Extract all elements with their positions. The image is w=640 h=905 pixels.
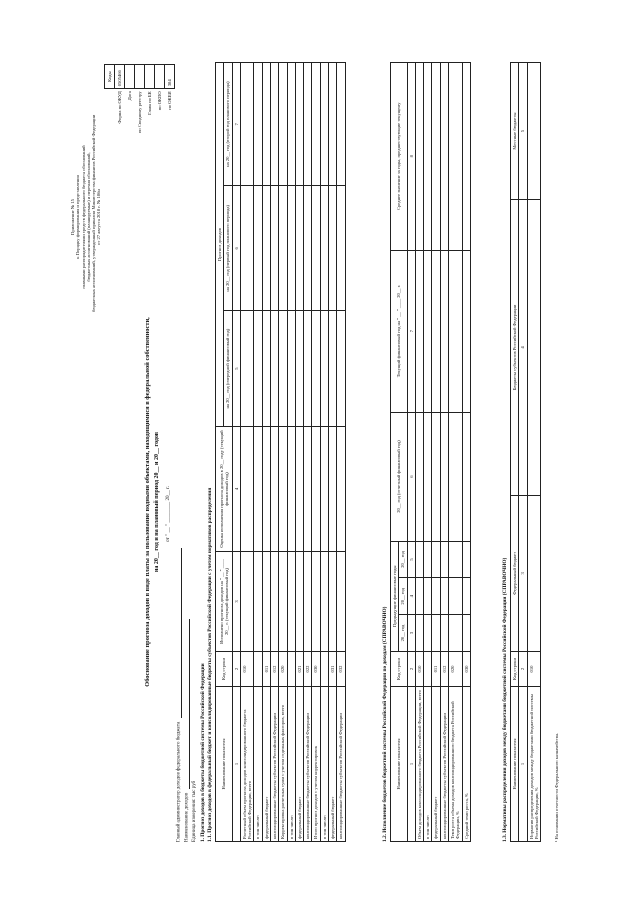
table-row <box>337 63 345 842</box>
code-label: Форма по ОКУД <box>116 91 122 124</box>
appendix-line: к Порядку формирования и представления <box>75 175 81 259</box>
col-header-current-year: Текущий финансовый год на " __ " ____ 20__ г. <box>391 250 408 412</box>
col-number: 4 <box>232 427 240 552</box>
col-header-code: Код строки <box>216 652 233 687</box>
col-number: 2 <box>407 652 415 687</box>
table-row <box>527 63 541 842</box>
col-header-prev-year-1: 20__ год <box>399 615 407 652</box>
code-label: Глава по БК <box>146 91 152 115</box>
col-number: 2 <box>519 652 527 687</box>
row-code <box>254 652 262 687</box>
appendix-note <box>70 114 102 312</box>
row-code: 031 <box>328 652 336 687</box>
col-header-code: Код строки <box>511 652 519 687</box>
col-header-subjects: Бюджеты субъектов Российской Федерации <box>511 200 519 496</box>
table-row <box>240 63 254 842</box>
row-name: в том числе: <box>254 687 262 842</box>
document-subtitle: на 20__ год и на плановый период 20__ и 20__ годов <box>154 431 160 573</box>
row-code: 010 <box>240 652 254 687</box>
appendix-line: Приложение № 15 <box>70 199 75 235</box>
col-header-name: Наименование показателя <box>216 687 233 842</box>
distribution-norms-table <box>510 62 541 842</box>
col-header-year-2: на 20__ год (первый год планового периода) <box>224 186 232 311</box>
col-number: 2 <box>232 652 240 687</box>
col-number: 7 <box>407 250 415 412</box>
row-code: 012 <box>270 652 278 687</box>
row-code: 011 <box>262 652 270 687</box>
row-name: Темп роста объема доходов консолидированного бюджета Российской Федерации, % <box>448 687 462 842</box>
col-header-name: Наименование показателя <box>511 687 519 842</box>
code-label: по ОКПО <box>156 91 162 111</box>
row-name: консолидированные бюджеты субъектов Российской Федерации <box>337 687 345 842</box>
document-title: Обоснование прогноза доходов в виде платы за пользование водными объектами, находящимися в федеральной собственности, <box>144 317 151 687</box>
col-header-prev-year-2: 20__ год <box>399 578 407 615</box>
section-1-2-heading: 1.2. Исполнение бюджетов бюджетной системы Российской Федерации по доходам (СПРАВОЧНО) <box>382 606 388 842</box>
table-row <box>262 63 270 842</box>
col-header-local: Местные бюджеты <box>511 63 519 200</box>
row-name: консолидированные бюджеты субъектов Российской Федерации <box>304 687 312 842</box>
table-row <box>424 63 432 842</box>
table-row <box>462 63 470 842</box>
table-row <box>279 63 287 842</box>
row-name: Итого прогноз доходов с учетом корректировок <box>312 687 320 842</box>
row-name: Корректировка расчетных сумм с учетом отдельных факторов, всего <box>279 687 287 842</box>
col-number: 6 <box>232 186 240 311</box>
row-code: 010 <box>527 652 541 687</box>
row-name: консолидированные бюджеты субъектов Российской Федерации <box>440 687 448 842</box>
table-row <box>304 63 312 842</box>
col-number: 3 <box>407 615 415 652</box>
code-value <box>145 65 155 89</box>
row-code: 012 <box>440 652 448 687</box>
table-row <box>270 63 278 842</box>
col-number: 8 <box>407 63 415 251</box>
row-code: 022 <box>304 652 312 687</box>
table-row <box>448 63 462 842</box>
row-code: 020 <box>279 652 287 687</box>
codes-table <box>104 64 175 142</box>
col-number: 3 <box>519 495 527 651</box>
row-name: в том числе: <box>424 687 432 842</box>
code-label: по ОКЕИ <box>166 91 172 110</box>
row-code: 021 <box>295 652 303 687</box>
row-name: федеральный бюджет <box>328 687 336 842</box>
row-name: федеральный бюджет <box>432 687 440 842</box>
table-row <box>415 63 423 842</box>
col-header-average: Среднее значение за годы, предшествующие текущему <box>391 63 408 251</box>
execution-table <box>390 62 471 842</box>
col-header-forecast: Прогноз доходов <box>216 63 224 427</box>
col-header-year-3: на 20__ год (второй год планового периода) <box>224 63 232 186</box>
section-1-3-heading: 1.3. Нормативы распределения доходов между бюджетами бюджетной системы Российской Федерации (СПРАВОЧНО) <box>502 557 508 842</box>
row-name: в том числе: <box>320 687 328 842</box>
table-row <box>320 63 328 842</box>
row-name: федеральный бюджет <box>295 687 303 842</box>
row-code: 032 <box>337 652 345 687</box>
document-date: от " __ " ________ 20__ г. <box>165 486 171 542</box>
row-code: 020 <box>448 652 462 687</box>
rotated-document-sheet <box>70 62 570 842</box>
col-header-prev-year-3: 20__ год <box>399 541 407 578</box>
code-label: по Сводному реестру <box>136 91 142 134</box>
table-row <box>432 63 440 842</box>
appendix-line: бюджетных ассигнований (планируемые) и перечня обоснований, <box>85 152 91 282</box>
col-header-executed: Исполнено прогноза доходов на " __ " ____ 20__ г. (текущий финансовый год) <box>216 552 233 652</box>
col-header-name: Наименование показателя <box>391 687 408 842</box>
table-row <box>287 63 295 842</box>
row-name: консолидированные бюджеты субъектов Российской Федерации <box>270 687 278 842</box>
code-value: 384 <box>165 65 175 89</box>
table-row <box>254 63 262 842</box>
code-value: 0505466 <box>115 65 125 89</box>
col-header-year-1: на 20__ год (очередной финансовый год) <box>224 311 232 427</box>
appendix-line: от 27 августа 2018 г. № 186н <box>96 189 102 245</box>
row-code: 030 <box>462 652 470 687</box>
forecast-table <box>215 62 346 842</box>
row-code: 011 <box>432 652 440 687</box>
col-header-previous-years: Предыдущие финансовые годы <box>391 541 399 651</box>
col-header-reporting-year: 20__ год (отчетный финансовый год) <box>391 412 408 541</box>
col-header-federal: Федеральный бюджет <box>511 495 519 651</box>
table-row <box>328 63 336 842</box>
col-number: 5 <box>407 541 415 578</box>
section-1-heading: 1. Прогноз доходов в бюджеты бюджетной системы Российской Федерации <box>200 663 206 842</box>
codes-header: Коды <box>105 65 115 89</box>
row-name: Объем доходов консолидированного бюджета Российской Федерации, всего <box>415 687 423 842</box>
row-code: 030 <box>312 652 320 687</box>
col-number: 4 <box>407 578 415 615</box>
row-code <box>287 652 295 687</box>
code-value <box>125 65 135 89</box>
col-number: 1 <box>407 687 415 842</box>
header-field-admin: Главный администратор доходов федерального бюджета <box>176 548 182 842</box>
col-header-code: Код строки <box>391 652 408 687</box>
col-number: 6 <box>407 412 415 541</box>
appendix-line: главными распорядителями средств федерального бюджета обоснований <box>80 145 86 289</box>
row-name: Средний темп роста, % <box>462 687 470 842</box>
footnote: ¹ На основании отчетности Федерального казначейства. <box>554 732 559 842</box>
col-number: 4 <box>519 200 527 496</box>
row-code: 010 <box>415 652 423 687</box>
col-header-estimate: Оценка исполнения прогноза доходов в 20__ году (текущий финансовый год) <box>216 427 233 552</box>
table-row <box>295 63 303 842</box>
code-value <box>135 65 145 89</box>
code-value <box>155 65 165 89</box>
row-name: федеральный бюджет <box>262 687 270 842</box>
header-field-unit: Единица измерения: тыс руб <box>192 780 197 842</box>
section-1-1-heading: 1.1. Прогноз доходов в федеральный бюджет и консолидированные бюджеты субъектов Российской Федерации с учетом нормативов распределения <box>207 487 213 842</box>
col-number: 1 <box>232 687 240 842</box>
appendix-line: бюджетных ассигнований, утвержденный приказом Министерства финансов Российской Федерации <box>91 114 97 312</box>
col-number: 5 <box>232 311 240 427</box>
row-name: в том числе: <box>287 687 295 842</box>
row-code <box>320 652 328 687</box>
col-number: 3 <box>232 552 240 652</box>
code-label: Дата <box>126 91 132 101</box>
table-row <box>312 63 320 842</box>
col-number: 1 <box>519 687 527 842</box>
row-name: Расчетный объем прогноза доходов консолидированного бюджета Российской Федерации, всего <box>240 687 254 842</box>
row-code <box>424 652 432 687</box>
header-field-income: Наименование доходов <box>184 619 190 842</box>
row-name: Норматив распределения доходов между бюджетами бюджетной системы Российской Федерации, % <box>527 687 541 842</box>
col-number: 5 <box>519 63 527 200</box>
table-row <box>440 63 448 842</box>
col-number: 7 <box>232 63 240 186</box>
